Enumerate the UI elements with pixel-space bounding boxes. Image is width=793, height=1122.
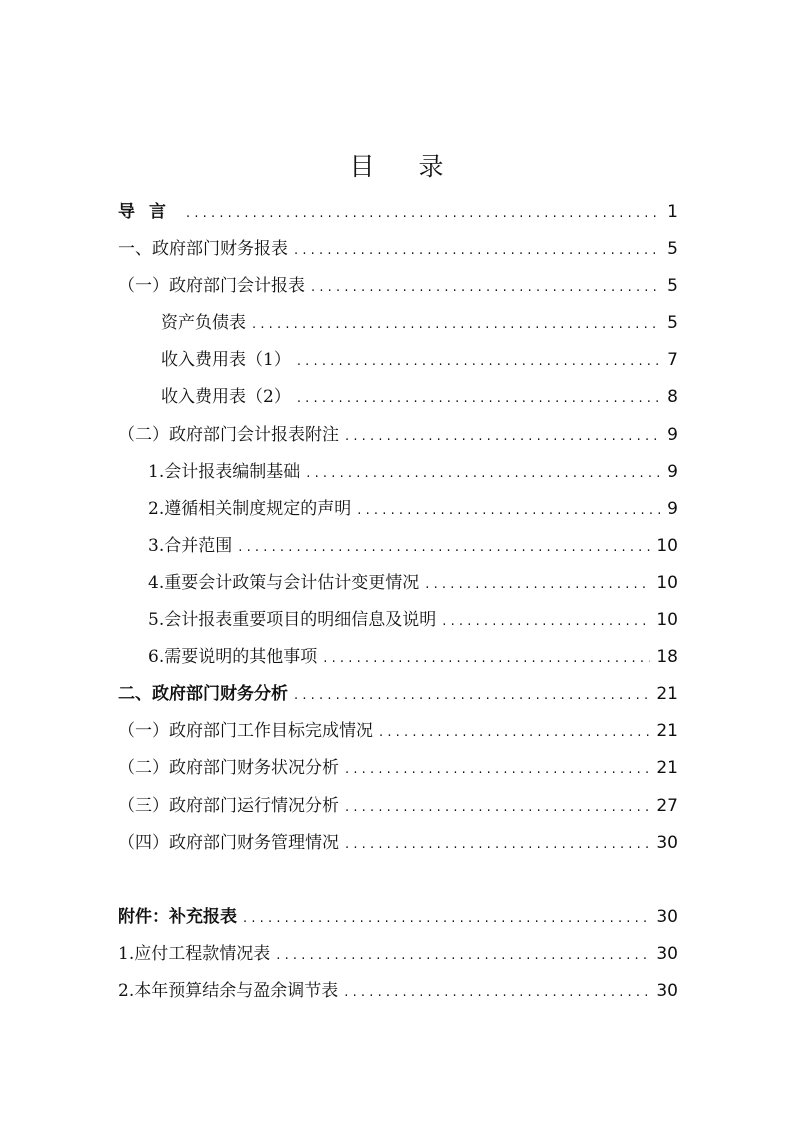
- toc-entry-page: 1: [667, 202, 678, 222]
- dot-leader: [238, 529, 650, 566]
- toc-entry-page: 9: [667, 461, 678, 482]
- toc-entry-page: 27: [656, 795, 678, 816]
- dot-leader: [306, 455, 661, 492]
- toc-entry-label: 6.需要说明的其他事项: [148, 647, 318, 668]
- toc-entry-label: 收入费用表（2）: [161, 387, 291, 408]
- toc-entry-page: 30: [656, 906, 678, 927]
- toc-entry-label: 收入费用表（1）: [161, 350, 291, 371]
- toc-entry-label: （三）政府部门运行情况分析: [118, 795, 339, 816]
- toc-entry-income-expense-1[interactable]: [118, 342, 678, 379]
- toc-entry-note-6[interactable]: [118, 639, 678, 676]
- toc-entry-label: 2.遵循相关制度规定的声明: [148, 498, 352, 519]
- toc-entry-label: 1.应付工程款情况表: [118, 943, 271, 964]
- toc-entry-work-goals[interactable]: [118, 713, 678, 750]
- toc-entry-financial-management[interactable]: [118, 825, 678, 862]
- dot-leader: [345, 789, 650, 826]
- dot-leader: [186, 195, 661, 232]
- toc-entry-page: 8: [667, 387, 678, 408]
- toc-entry-page: 18: [656, 647, 678, 668]
- toc-entry-label: 1.会计报表编制基础: [148, 461, 301, 482]
- toc-entry-page: 5: [667, 313, 678, 334]
- toc-entry-financial-status[interactable]: [118, 750, 678, 787]
- dot-leader: [323, 640, 650, 677]
- toc-entry-appendix[interactable]: [118, 899, 678, 936]
- toc-entry-label: 二、政府部门财务分析: [118, 684, 288, 705]
- toc-entry-label: （一）政府部门会计报表: [118, 276, 305, 297]
- toc-entry-accounting-statements[interactable]: [118, 268, 678, 305]
- dot-leader: [357, 492, 661, 529]
- toc-entry-label: 5.会计报表重要项目的明细信息及说明: [148, 610, 437, 631]
- toc-entry-page: 10: [656, 535, 678, 556]
- toc-entry-page: 30: [656, 980, 678, 1001]
- toc-entry-note-1[interactable]: [118, 454, 678, 491]
- toc-entry-label: 附件：补充报表: [118, 906, 237, 927]
- toc-entry-page: 30: [656, 943, 678, 964]
- dot-leader: [243, 900, 650, 937]
- section-spacer: [118, 862, 678, 899]
- dot-leader: [252, 306, 661, 343]
- toc-entry-label: 2.本年预算结余与盈余调节表: [118, 980, 339, 1001]
- dot-leader: [297, 343, 661, 380]
- toc-entry-statement-notes[interactable]: [118, 417, 678, 454]
- dot-leader: [344, 974, 650, 1011]
- dot-leader: [276, 937, 650, 974]
- toc-entry-label: （二）政府部门会计报表附注: [118, 424, 339, 445]
- toc-entry-label: 4.重要会计政策与会计估计变更情况: [148, 572, 420, 593]
- toc-entry-page: 30: [656, 832, 678, 853]
- toc-entry-appendix-2[interactable]: [118, 973, 678, 1010]
- toc-entry-page: 10: [656, 572, 678, 593]
- toc-entry-financial-analysis[interactable]: [118, 676, 678, 713]
- dot-leader: [345, 826, 650, 863]
- dot-leader: [311, 269, 661, 306]
- dot-leader: [442, 603, 650, 640]
- toc-entry-page: 9: [667, 424, 678, 445]
- toc-entry-note-2[interactable]: [118, 491, 678, 528]
- toc-entry-page: 10: [656, 610, 678, 631]
- toc-entry-note-5[interactable]: [118, 602, 678, 639]
- toc-entry-note-3[interactable]: [118, 528, 678, 565]
- toc-entry-label: 资产负债表: [161, 313, 246, 334]
- dot-leader: [294, 677, 650, 714]
- toc-entry-label: （四）政府部门财务管理情况: [118, 832, 339, 853]
- toc-entry-page: 9: [667, 498, 678, 519]
- dot-leader: [345, 751, 650, 788]
- toc-entry-page: 5: [667, 276, 678, 297]
- toc-entry-label: （一）政府部门工作目标完成情况: [118, 721, 373, 742]
- toc-entry-operations[interactable]: [118, 788, 678, 825]
- page-title: 目 录: [349, 152, 462, 181]
- toc-entry-balance-sheet[interactable]: [118, 305, 678, 342]
- toc-entry-page: 21: [656, 684, 678, 705]
- toc-entry-page: 21: [656, 758, 678, 779]
- toc-entry-appendix-1[interactable]: [118, 936, 678, 973]
- toc-entry-label: 3.合并范围: [148, 535, 233, 556]
- toc-entry-page: 21: [656, 721, 678, 742]
- dot-leader: [345, 418, 661, 455]
- toc-entry-label: 一、政府部门财务报表: [118, 239, 288, 260]
- dot-leader: [294, 232, 661, 269]
- toc-entry-label: （二）政府部门财务状况分析: [118, 758, 339, 779]
- toc-entry-financial-statements[interactable]: [118, 231, 678, 268]
- toc-entry-income-expense-2[interactable]: [118, 379, 678, 416]
- toc-entry-page: 7: [667, 350, 678, 371]
- toc-list: [118, 194, 678, 1010]
- dot-leader: [379, 714, 650, 751]
- toc-entry-note-4[interactable]: [118, 565, 678, 602]
- toc-entry-page: 5: [667, 239, 678, 260]
- toc-entry-label: 导言: [118, 202, 180, 222]
- dot-leader: [297, 380, 661, 417]
- dot-leader: [425, 566, 650, 603]
- toc-entry-introduction[interactable]: [118, 194, 678, 231]
